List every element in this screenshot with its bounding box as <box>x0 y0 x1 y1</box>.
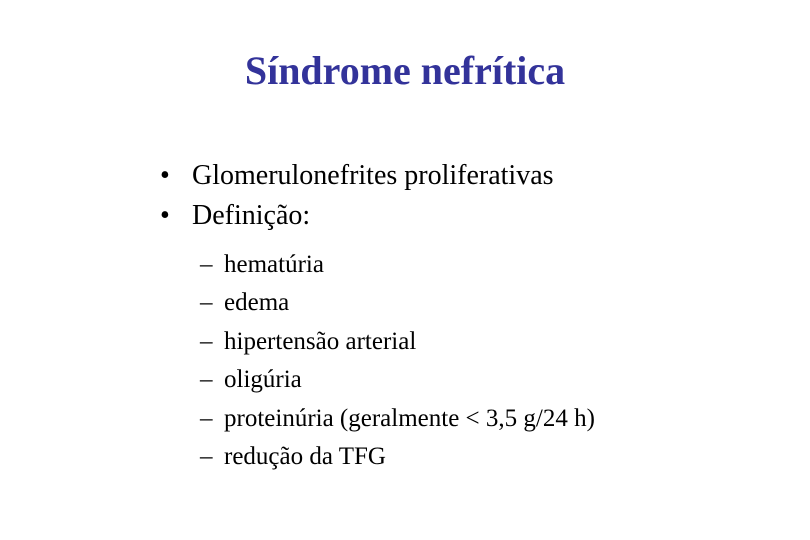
slide-title: Síndrome nefrítica <box>244 48 566 93</box>
dash-marker: – <box>200 327 213 355</box>
sub-bullet-item <box>200 400 595 438</box>
sub-bullet-text: proteinúria (geralmente < 3,5 g/24 h) <box>224 404 595 432</box>
dash-marker: – <box>200 404 213 432</box>
sub-bullet-item <box>200 284 595 322</box>
sub-bullet-text: redução da TFG <box>224 443 386 471</box>
dash-marker: – <box>200 251 213 278</box>
dash-marker: – <box>200 366 213 394</box>
sub-bullet-item <box>200 438 595 476</box>
bullet-item <box>160 196 554 236</box>
sub-bullet-text: oligúria <box>224 366 302 394</box>
bullet-list <box>160 156 554 236</box>
sub-bullet-item <box>200 361 595 399</box>
sub-bullet-text: edema <box>224 289 290 317</box>
sub-bullet-item <box>200 246 595 284</box>
bullet-text: Definição: <box>192 200 311 231</box>
dash-marker: – <box>200 289 213 317</box>
dash-marker: – <box>200 443 213 471</box>
sub-bullet-list <box>200 246 595 476</box>
bullet-item <box>160 156 554 196</box>
bullet-marker: • <box>160 160 170 191</box>
sub-bullet-text: hipertensão arterial <box>224 327 417 355</box>
bullet-text: Glomerulonefrites proliferativas <box>192 160 554 191</box>
bullet-marker: • <box>160 200 170 231</box>
sub-bullet-text: hematúria <box>224 251 324 278</box>
sub-bullet-item <box>200 323 595 361</box>
